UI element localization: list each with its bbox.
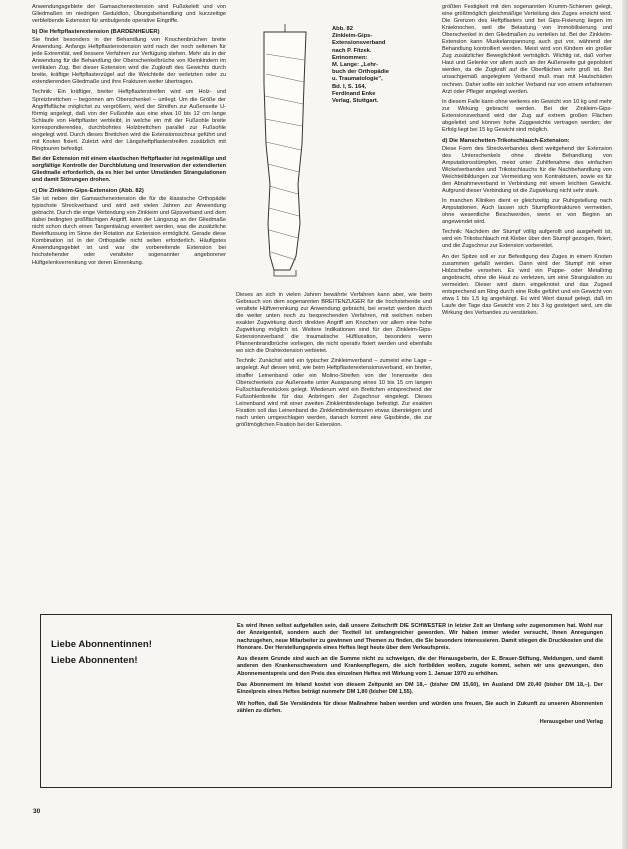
paragraph: An der Spitze soll er zur Befestigung des Zuges in einem Knoten zusammen gefaßt werden. Dann wird der Stumpf mit einer Holzscheibe versehen. Es wird ein Pappe- oder Metallring angebracht, ohne die Haut zu verletzen, um eine Strangulation zu vermeiden. Dieser wird dann eingeknotet und das Zugseil entsprechend am Ring durch eine Rolle geführt und ein Gewicht von etwa 1 bis 1,5 kg angehängt. Es wird Wert darauf gelegt, daß im Laufe der Tage das Gewicht von 2 bis 3 kg gesteigert wird, um die Wirkung des Verbandes zu verstärken. <box>442 253 612 316</box>
figure-leg-extension-drawing <box>250 24 320 279</box>
caption-line: u. Traumatologie", <box>332 76 383 83</box>
notice-greeting <box>51 637 211 669</box>
notice-paragraph: Es wird Ihnen selbst aufgefallen sein, daß unsere Zeitschrift DIE SCHWESTER in letzter Zeit an Umfang sehr zugenommen hat. Wohl nur der Anzeigenteil, sondern auch der Textteil ist umfangreicher geworden. Wir haben immer wieder versucht, Ihnen Anregungen nachzugehen, neue Mitarbeiter zu gewinnen und Themen zu finden, die Sie besonders interessieren. Damit stiegen die Druckkosten und die Honorare. Der Herstellungspreis eines Heftes liegt heute über dem Verkaufspreis. <box>237 623 603 651</box>
caption-label: Abb. 82 <box>332 26 353 32</box>
paragraph: In diesem Falle kann ohne weiteres ein Gewicht von 10 kg und mehr zur Wirkung gebracht werden. Bei der Zinkleim-Gips-Extensionsverband wird der Zug auf extrem großen Flächen abgeleitet und können hohe Zuggewichte vertragen werden; der Erfolg liegt bei 15 kg Gewicht sind möglich. <box>442 98 612 133</box>
caption-line: buch der Orthopädie <box>332 69 390 76</box>
paragraph: Sie ist neben der Gamaschenextension die für die klassische Orthopädie typischste Streckverband und wird seit vielen Jahren zur Anwendung gebracht. Durch die enge Verbindung von Zinkleim und Gipsverband und dem dabei bedingten großflächigen Angriff, kann der Längszug an der Gliedmaße nicht schon durch einen Tangentialzug erweitert werden, was die zusätzliche Beeinflussung im Sinne der Rotation zur Extension ermöglicht. Gerade diese Kombination ist in der Orthopädie nicht selten erforderlich. Häufigstes Anwendungsgebiet ist und war die vorbereitende Extension bei hochstehender oder veralteter sogenannter angeborener Hüftgelenkverrenkung vor deren Einrenkung. <box>32 196 226 266</box>
section-heading: c) Die Zinkleim-Gips-Extension (Abb. 82) <box>32 188 144 195</box>
paragraph: Diese Form des Streckverbandes dient weitgehend der Extension des Unterschenkels ohne direkte Behandlung von Amputationsstümpfen, meist unter Zuhilfenahme des einfachen Wickelverbandes und Trikotschlauchs für die Nachbehandlung von Weichteilbildungen zur Vermeidung von Kontrakturen, sowie es für den Abnahmeverband in Verbindung mit einem leichten Gewicht. Aufgrund dieser Verbindung ist die Zugwirkung nicht sehr stark. <box>442 145 612 195</box>
caption-line: Zinkleim-Gips- <box>332 33 373 40</box>
greeting-line: Liebe Abonnenten! <box>51 655 138 666</box>
page-edge-shadow <box>622 0 628 849</box>
paragraph: Anwendungsgebiete der Gamaschenextension sind Fußskelett und von Gliedmaßen im niedrigen Geduldton, Übungsbehandlung und kurzzeitige verbleibende Extension für ambulgende operative Eingriffe. <box>32 4 226 25</box>
text-column-right <box>442 4 612 589</box>
notice-paragraph: Wir hoffen, daß Sie Verständnis für diese Maßnahme haben werden und würden uns freuen, Sie auch in Zukunft zu unseren Abonnenten zählen zu dürfen. <box>237 700 603 714</box>
subscriber-notice-box <box>40 614 612 788</box>
notice-paragraph: Das Abonnement im Inland kostet von diesem Zeitpunkt an DM 18,– (bisher DM 15,60), im Ausland DM 20,40 (bisher DM 18,–). Der Einzelpreis eines Heftes beträgt nunmehr DM 1,80 (bisher DM 1,55). <box>237 682 603 696</box>
paragraph: Sie findet besonders in der Behandlung von Knochenbrüchen breite Anwendung. Anfangs Heftpflasterextension wird nach der noch seltenen für jede Extremität, weil bessere Verfahren zur Verfügung stehen. Mehr als in der Anwendung für die Behandlung der Oberschenkelbrüche von Kleinkindern im vertikalen Zug. Bei dieser Extension wird die Zugkraft des Gewichts durch breite, kräftige Heftpflasterzügel auf die Weichteile der verletzten oder zu extendierenden Gliedmaße und ihre Frakturen weiter übertragen. <box>32 37 226 86</box>
text-column-left <box>32 4 226 589</box>
figure-caption <box>332 26 432 105</box>
section-heading: d) Die Manschetten-Trikotschlauch-Extension: <box>442 137 570 144</box>
paragraph: Technik: Zunächst wird ein typischer Zinkleimverband – zumeist eine Lage – angelegt. Auf diesen wird, wie beim Heftpflasterextensionsverband, ein breiter, straffer Leinenband oder ein Molino-Streifen von der Innenseite des Oberschenkels zur Außenseite unter Aussparung eines 10 bis 15 cm langen Fußschlaufenstückes gelegt. Wiederum wird ein Brettchen entsprechend der Fußsohlenbreite für das Anbringen der Zugschnur eingelegt. Dieses Leinenband wird mit einer zweiten Zinkleimbindenlage befestigt. Zur exakten Fixation soll das Leinenband die Zinkleimbindentouren etwas übersteigen und nach unten umgeschlagen werden, danach kommt eine Gipsbinde, die zur größtmöglichen Fixation bei der Extension. <box>236 358 432 428</box>
paragraph: In manchen Kliniken dient er gleichzeitig zur Ruhigstellung nach Amputationen. Auch lassen sich Stumpfkontrakturen vermeiden, ohne wesentliche Beschwerden, wenn er von Beginn an angewendet wird. <box>442 198 612 226</box>
notice-signature: Herausgeber und Verlag <box>539 719 603 726</box>
paragraph: Technik: Ein kräftiger, breiter Heftpflasterstreifen wird um Holz- und Spreizbrettchen – begonnen am Oberschenkel – umlegt. Um die Größe der Angriffsfläche möglichst zu vergrößern, wird der Streifen zur Außenseite U-förmig angelegt, daß von der Fußsohle aus eine etwa 10 bis 12 cm lange Schlaufe von Heftpflaster verbleibt, in welche ein mit der Fußsohle breite korrespondierendes, durchbohrtes Holzbrettchen parallel zur Fußsohle eingelegt wird. Durch dieses Brettchen wird die Extensionsschnur geführt und mit Knoten fixiert. Zuletzt wird der Längsheftpflasterstreifen zusätzlich mit Ringtouren befestigt. <box>32 89 226 152</box>
notice-body <box>237 623 603 727</box>
paragraph-bold: Bei der Extension mit einem elastischen Heftpflaster ist regelmäßige und sorgfältige Kontrolle der Durchblutung und Innervation der extendierten Gliedmaße erforderlich, da es hier bei unter Umständen Strangulationen und damit Störungen drohen. <box>32 155 226 184</box>
caption-line: M. Lange: „Lehr- <box>332 62 379 69</box>
caption-line: Bd. I, S. 164, <box>332 83 367 90</box>
caption-line: Ferdinand Enke <box>332 90 376 97</box>
paragraph: größten Festigkeit mit den sogenannten Krumm-Schienen gelegt, eine größtmöglich gleichmäßige Verteilung des Zuges erreicht wird. Die Grenzen des Heftpflasters und bei Gips-Fixierung liegen im Knieknochen, weil die Belastung von Immobilisierung und Oberschenkel in den Gliedmaßen zu verteilen ist. Bei der Zinkleim-Extension kann Muskelanspannung auch gut vor, während der Behandlung kontrolliert werden. Meist wird von Kindern ein großer Zug zusätzlicher Beweglichkeit verträglich. Wichtig ist, daß vorher Haut und Gelenke vor allem auch an der Außenseite gut gepolstert werden, da die Zugkraft auf die Oberflächen sehr groß ist. Bei unsachgemäß angelegtem Verband muß man mit Hautschäden rechnen. Daher sollte ein solcher Verband nur von einem erfahrenen Arzt oder Pfleger angelegt werden. <box>442 4 612 95</box>
section-heading: b) Die Heftpflasterextension (BARDENHEUER) <box>32 29 160 36</box>
caption-line: Verlag, Stuttgart. <box>332 98 379 105</box>
greeting-line: Liebe Abonnentinnen! <box>51 639 152 650</box>
notice-paragraph: Aus diesem Grunde sind auch an die Summe nicht zu schweigen, die der Herausgeberin, der E. Brauer-Stiftung, Meldungen, und damit anderen den Krankenschwestern und Krankenpflegern, die sich fortbilden wollen, zugute kommt, sehen wir uns gezwungen, den Abonnementspreis und den Preis des einzelnen Heftes mit Wirkung vom 1. Januar 1970 zu erhöhen. <box>237 656 603 677</box>
page-number: 30 <box>33 808 41 815</box>
caption-line: nach P. Fitzek. <box>332 47 372 54</box>
paragraph: Dieses an sich in vielen Jahren bewährte Verfahren kann aber, wie beim Gebrauch von dem sogenannten BREITENZUGER für die hochstehende und veraltete Hüftverrenkung zur Anwendung gebracht, bei ersetzt werden durch die weiter unten noch zu besprechenden Verfahren, mit welchen neben exakter Zugwirkung durch direkten Angriff am Knochen vor allem eine hohe Zugwirkung möglich ist. Weitere Indikationen sind für den Zinkleim-Gips-Extensionsverband die traumatische Hüftluxation, besonders wenn Pfannenbrandbrüche vorliegen, die nicht operativ fixiert werden und ebenfalls wo sich die Drahtextension verbietet. <box>236 292 432 355</box>
text-column-middle <box>236 292 432 589</box>
paragraph: Technik: Nachdem der Stumpf völlig aufgerollt und ausgeheilt ist, wird ein Trikotschlauch mit Kleber über den Stumpf gezogen, fixiert, und die Zugschnur zur Extension vorbereitet. <box>442 229 612 250</box>
caption-line: Extensionsverband <box>332 40 386 47</box>
caption-line: Entnommen: <box>332 54 368 61</box>
